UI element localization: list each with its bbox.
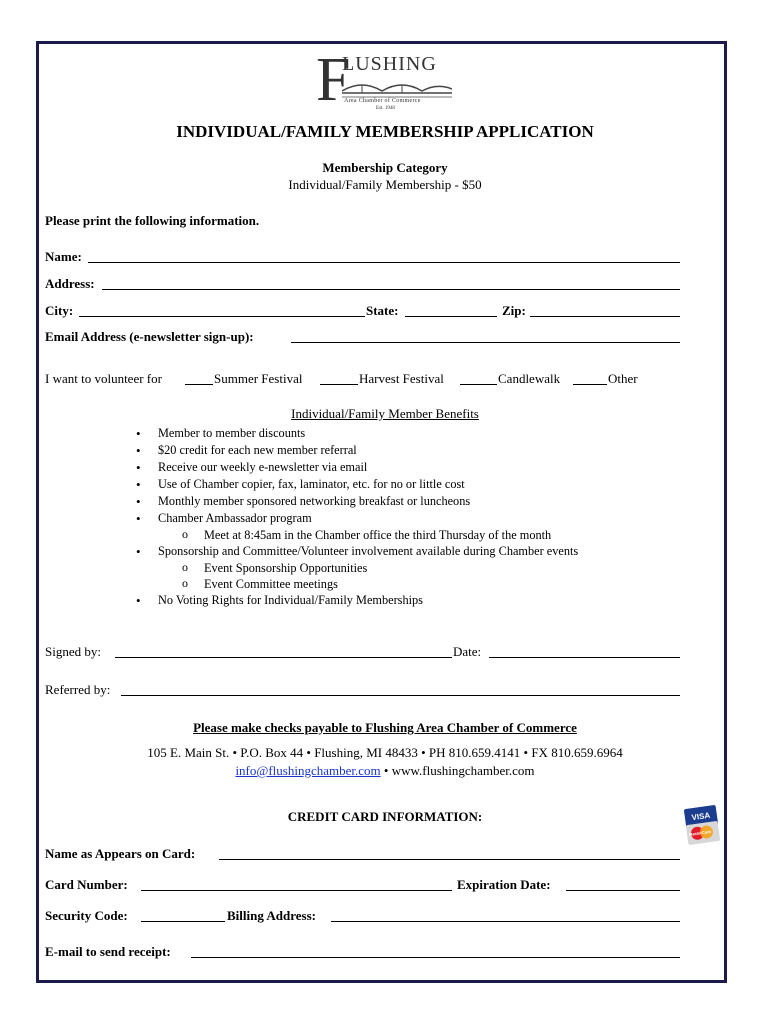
- other-option: Other: [608, 371, 638, 386]
- card-name-label: Name as Appears on Card:: [45, 846, 196, 861]
- other-blank[interactable]: [573, 384, 607, 385]
- list-item: • Sponsorship and Committee/Volunteer involvement available during Chamber events: [136, 543, 578, 560]
- zip-field[interactable]: [530, 316, 680, 317]
- print-instructions: Please print the following information.: [45, 213, 260, 228]
- email-link[interactable]: info@flushingchamber.com: [235, 763, 381, 778]
- logo-letter: F: [316, 46, 351, 114]
- card-number-label: Card Number:: [45, 877, 128, 892]
- list-item: • No Voting Rights for Individual/Family Memberships: [136, 592, 578, 609]
- expiration-field[interactable]: [566, 890, 680, 891]
- membership-category-value: Individual/Family Membership - $50: [288, 177, 482, 192]
- security-code-field[interactable]: [141, 921, 225, 922]
- card-name-field[interactable]: [219, 859, 680, 860]
- logo-tagline: Area Chamber of Commerce: [344, 98, 421, 104]
- receipt-email-label: E-mail to send receipt:: [45, 944, 171, 959]
- signed-by-field[interactable]: [115, 657, 452, 658]
- billing-address-label: Billing Address:: [227, 908, 316, 923]
- bridge-icon: [342, 77, 452, 99]
- list-subitem: o Event Sponsorship Opportunities: [136, 560, 578, 576]
- logo-word: LUSHING: [342, 53, 437, 75]
- harvest-festival-blank[interactable]: [320, 384, 358, 385]
- date-field[interactable]: [489, 657, 680, 658]
- referred-by-field[interactable]: [121, 695, 680, 696]
- logo-established: Est. 1948: [376, 106, 395, 111]
- email-label: Email Address (e-newsletter sign-up):: [45, 329, 254, 344]
- contact-line: [0, 763, 770, 779]
- card-number-field[interactable]: [141, 890, 452, 891]
- list-item: • Monthly member sponsored networking breakfast or luncheons: [136, 493, 578, 510]
- city-label: City:: [45, 303, 74, 318]
- volunteer-lead: I want to volunteer for: [45, 371, 162, 386]
- mastercard-card: [686, 821, 720, 845]
- list-item: • Receive our weekly e-newsletter via email: [136, 459, 578, 476]
- name-label: Name:: [45, 249, 82, 264]
- list-subitem: o Meet at 8:45am in the Chamber office the third Thursday of the month: [136, 527, 578, 543]
- list-item: • Use of Chamber copier, fax, laminator, etc. for no or little cost: [136, 476, 578, 493]
- date-label: Date:: [453, 644, 482, 659]
- list-item: • Chamber Ambassador program: [136, 510, 578, 527]
- referred-by-label: Referred by:: [45, 682, 111, 697]
- state-label: State:: [366, 303, 399, 318]
- list-subitem: o Event Committee meetings: [136, 576, 578, 592]
- zip-label: Zip:: [502, 303, 526, 318]
- address-label: Address:: [45, 276, 95, 291]
- city-field[interactable]: [79, 316, 365, 317]
- visa-label: VISA: [691, 810, 711, 823]
- chamber-logo: [316, 46, 456, 115]
- security-code-label: Security Code:: [45, 908, 128, 923]
- chamber-address: 105 E. Main St. • P.O. Box 44 • Flushing, MI 48433 • PH 810.659.4141 • FX 810.659.6964: [147, 745, 623, 760]
- credit-card-icon: [683, 807, 721, 845]
- credit-card-heading: CREDIT CARD INFORMATION:: [287, 809, 483, 824]
- summer-festival-blank[interactable]: [185, 384, 213, 385]
- email-field[interactable]: [291, 342, 680, 343]
- candlewalk-blank[interactable]: [460, 384, 497, 385]
- page-title: INDIVIDUAL/FAMILY MEMBERSHIP APPLICATION: [176, 122, 594, 141]
- candlewalk-option: Candlewalk: [498, 371, 561, 386]
- benefits-list: [136, 425, 578, 609]
- list-item: • Member to member discounts: [136, 425, 578, 442]
- address-field[interactable]: [102, 289, 680, 290]
- membership-category-heading: Membership Category: [322, 160, 448, 175]
- signed-by-label: Signed by:: [45, 644, 101, 659]
- list-item: • $20 credit for each new member referral: [136, 442, 578, 459]
- mastercard-label: MasterCard: [688, 828, 712, 837]
- name-field[interactable]: [88, 262, 680, 263]
- harvest-festival-option: Harvest Festival: [359, 371, 444, 386]
- receipt-email-field[interactable]: [191, 957, 680, 958]
- state-field[interactable]: [405, 316, 497, 317]
- summer-festival-option: Summer Festival: [214, 371, 303, 386]
- benefits-heading: Individual/Family Member Benefits: [291, 406, 479, 421]
- expiration-label: Expiration Date:: [457, 877, 551, 892]
- website-text: • www.flushingchamber.com: [380, 763, 535, 778]
- checks-payable-note: Please make checks payable to Flushing Area Chamber of Commerce: [193, 720, 577, 735]
- billing-address-field[interactable]: [331, 921, 680, 922]
